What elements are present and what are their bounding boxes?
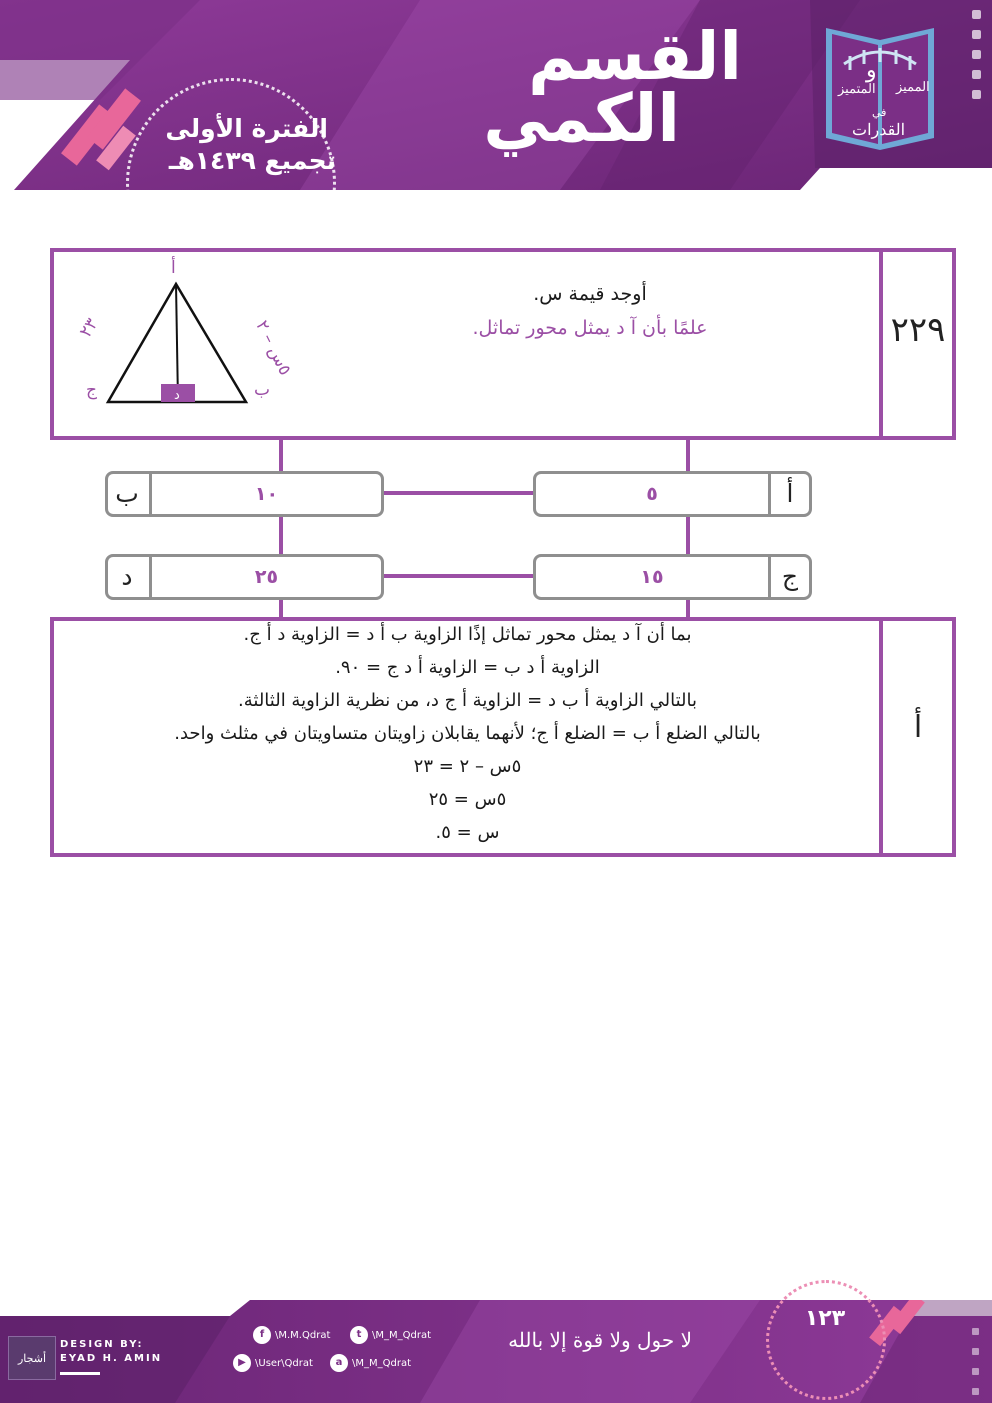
solution-line-2: الزاوية أ د ب = الزاوية أ د ج = ٩٠. (335, 657, 600, 678)
ask-handle: \M_M_Qdrat (352, 1357, 412, 1369)
option-c-letter: ج (781, 562, 799, 591)
solution-line-1: بما أن آ د يمثل محور تماثل إذًا الزاوية ب أ د = الزاوية د أ ج. (243, 624, 692, 645)
design-by-label: DESIGN BY: (60, 1339, 144, 1350)
vertex-right-label: ب (254, 380, 271, 400)
facebook-handle: \M.M.Qdrat (275, 1329, 331, 1341)
vertex-foot-label: د (174, 388, 180, 403)
period-title: الفترة الأولى (165, 114, 328, 143)
connector (384, 574, 536, 578)
option-b[interactable] (105, 471, 384, 517)
option-d-value: ٢٥ (254, 566, 279, 588)
book-logo (820, 18, 940, 158)
option-a[interactable] (533, 471, 812, 517)
vertex-top-label: أ (171, 258, 176, 278)
option-c-value: ١٥ (640, 566, 664, 588)
twitter-handle: \M_M_Qdrat (372, 1329, 432, 1341)
youtube-link[interactable] (233, 1354, 313, 1372)
option-b-value: ١٠ (254, 483, 279, 505)
option-d[interactable] (105, 554, 384, 600)
side-left-label: ٢٣ (75, 314, 103, 342)
page-number-circle (766, 1280, 886, 1400)
design-underline (60, 1372, 100, 1375)
section-title-line1: القسم (528, 18, 742, 95)
connector (686, 598, 690, 619)
connector (686, 515, 690, 557)
option-a-value: ٥ (646, 483, 658, 505)
logo-word-side: المتميز (838, 82, 876, 97)
correct-answer: أ (913, 710, 923, 745)
option-c[interactable] (533, 554, 812, 600)
option-a-letter: أ (786, 479, 794, 508)
youtube-icon: ▶ (233, 1354, 251, 1372)
logo-word-1: المميز (896, 80, 930, 95)
twitter-icon: t (350, 1326, 368, 1344)
logo-word-2: في (872, 106, 887, 119)
design-credit (60, 1338, 162, 1366)
logo-and: و (866, 58, 877, 83)
facebook-link[interactable] (253, 1326, 330, 1344)
solution-line-4: بالتالي الضلع أ ب = الضلع أ ج؛ لأنهما يقابلان زاويتان متساويتان في مثلث واحد. (174, 723, 761, 744)
option-d-letter: د (121, 562, 133, 591)
facebook-icon: f (253, 1326, 271, 1344)
signature-logo: أشجار (8, 1336, 56, 1380)
youtube-handle: \User\Qdrat (255, 1357, 313, 1369)
logo-word-3: القدرات (852, 120, 906, 139)
designer-name: EYAD H. AMIN (60, 1353, 163, 1364)
connector (686, 440, 690, 474)
option-b-letter: ب (115, 479, 139, 508)
question-number: ٢٢٩ (890, 310, 946, 350)
connector (279, 598, 283, 619)
section-title-line2: الكمي (483, 80, 680, 157)
solution-line-3: بالتالي الزاوية أ ب د = الزاوية أ ج د، من نظرية الزاوية الثالثة. (238, 690, 697, 711)
connector (279, 440, 283, 474)
solution-line-6: ٥س = ٢٥ (428, 789, 507, 810)
connector (384, 491, 536, 495)
page-header (0, 0, 992, 190)
motto-calligraphy: لا حول ولا قوة إلا بالله (508, 1328, 692, 1352)
question-text: أوجد قيمة س. (533, 283, 647, 305)
side-right-label: ٥س – ٢ (251, 317, 295, 379)
ask-icon: a (330, 1354, 348, 1372)
triangle-diagram (100, 276, 260, 411)
decor-dots (972, 10, 984, 110)
connector (279, 515, 283, 557)
vertex-left-label: ج (86, 380, 97, 400)
ask-link[interactable] (330, 1354, 411, 1372)
collection-year: تجميع ١٤٣٩هـ (168, 146, 336, 175)
twitter-link[interactable] (350, 1326, 431, 1344)
page-number: ١٢٣ (804, 1306, 846, 1331)
solution-line-5: ٥س – ٢ = ٢٣ (413, 756, 522, 777)
solution-line-7: س = ٥. (435, 822, 500, 843)
question-hint: علمًا بأن آ د يمثل محور تماثل. (472, 317, 708, 339)
